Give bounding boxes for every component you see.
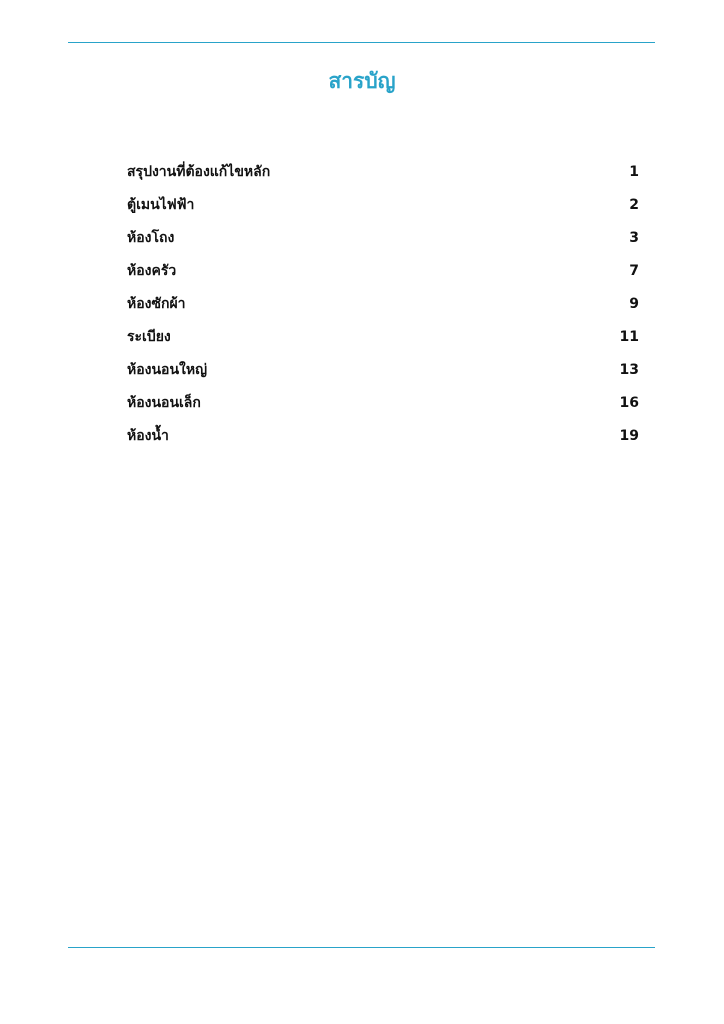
toc-entry-page: 3	[629, 229, 639, 246]
toc-entry-page: 11	[619, 328, 639, 345]
toc-entry-small-bedroom[interactable]	[127, 386, 639, 419]
toc-entry-page: 2	[629, 196, 639, 213]
table-of-contents	[127, 155, 639, 452]
toc-entry-bathroom[interactable]	[127, 419, 639, 452]
toc-entry-page: 19	[619, 427, 639, 444]
page-title: สารบัญ	[328, 69, 396, 93]
toc-entry-kitchen[interactable]	[127, 254, 639, 287]
toc-entry-living-hall[interactable]	[127, 221, 639, 254]
toc-entry-page: 16	[619, 394, 639, 411]
footer-divider	[68, 947, 655, 948]
toc-entry-label: ตู้เมนไฟฟ้า	[127, 196, 195, 213]
toc-entry-label: ห้องนอนใหญ่	[127, 361, 208, 378]
header-divider	[68, 42, 655, 43]
toc-entry-label: ระเบียง	[127, 328, 171, 345]
toc-entry-label: ห้องซักผ้า	[127, 295, 186, 312]
toc-entry-page: 13	[619, 361, 639, 378]
toc-entry-label: สรุปงานที่ต้องแก้ไขหลัก	[127, 163, 271, 180]
toc-entry-page: 9	[629, 295, 639, 312]
toc-entry-label: ห้องโถง	[127, 229, 175, 246]
toc-entry-main-electrical-panel[interactable]	[127, 188, 639, 221]
toc-entry-label: ห้องนอนเล็ก	[127, 394, 201, 411]
toc-entry-laundry-room[interactable]	[127, 287, 639, 320]
toc-entry-page: 1	[629, 163, 639, 180]
toc-entry-page: 7	[629, 262, 639, 279]
toc-entry-label: ห้องน้ำ	[127, 427, 169, 444]
toc-entry-master-bedroom[interactable]	[127, 353, 639, 386]
toc-entry-summary[interactable]	[127, 155, 639, 188]
toc-entry-label: ห้องครัว	[127, 262, 177, 279]
toc-entry-balcony[interactable]	[127, 320, 639, 353]
